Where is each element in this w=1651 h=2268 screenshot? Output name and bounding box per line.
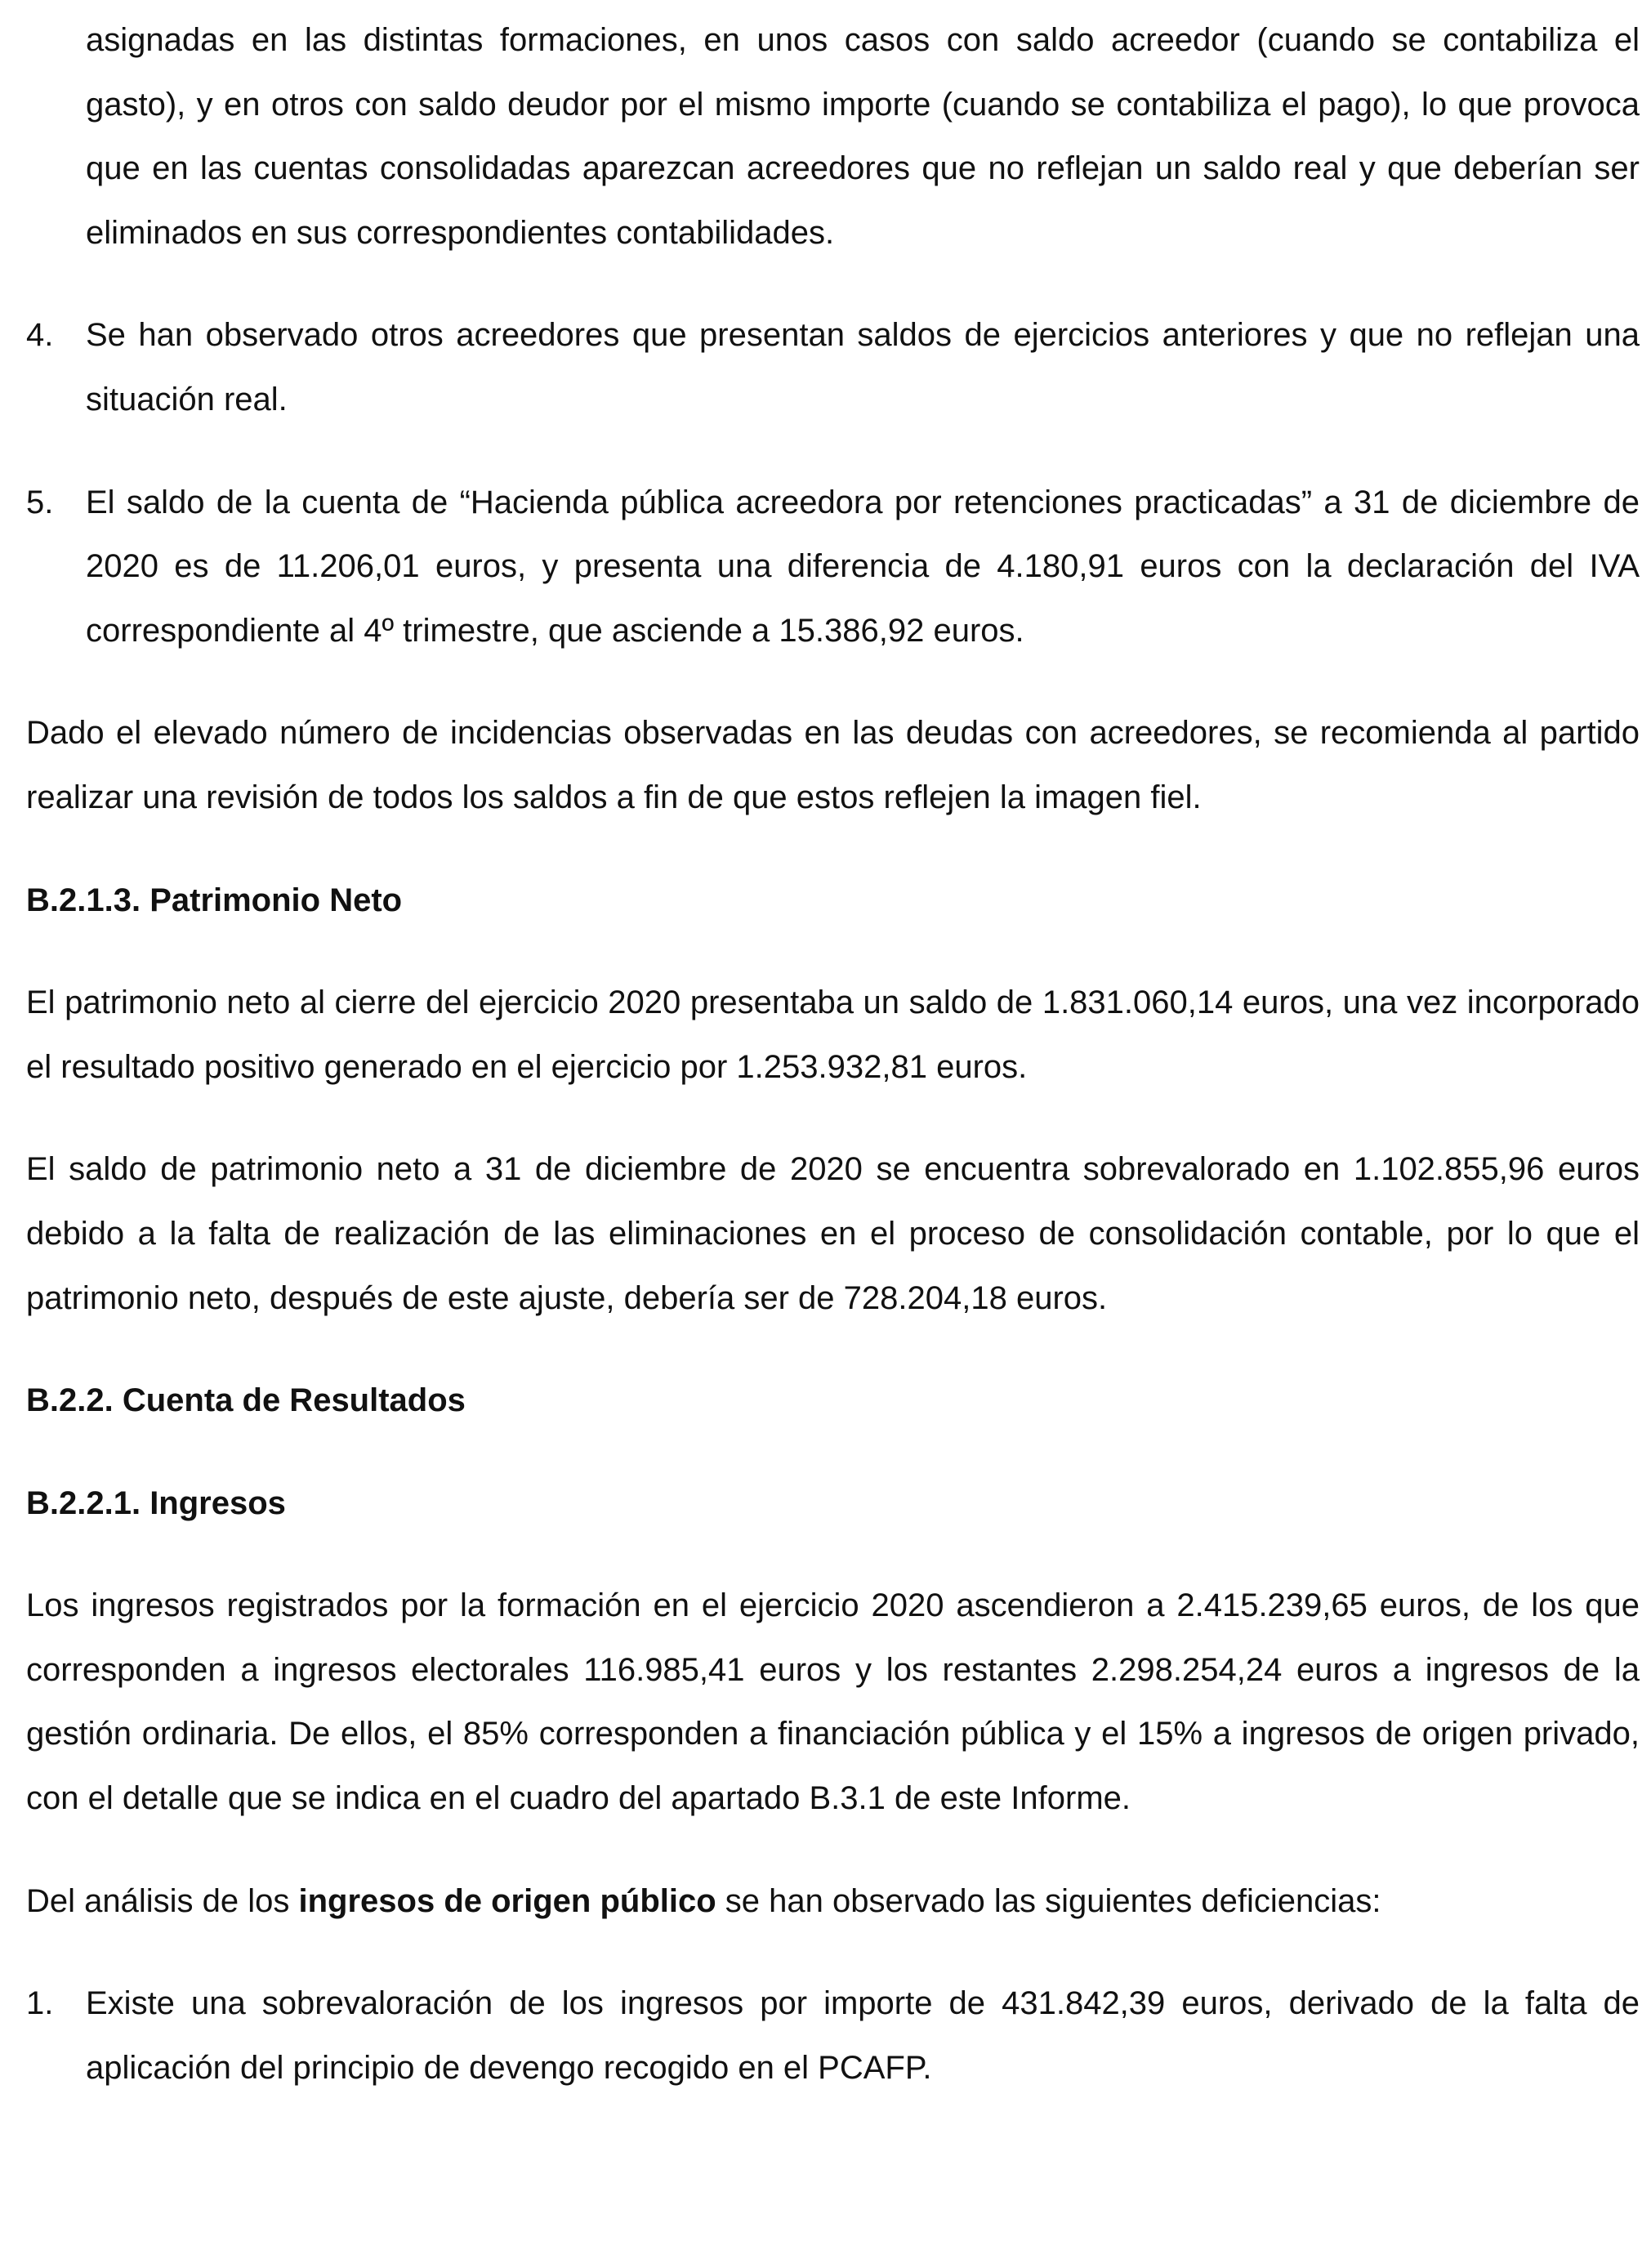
section-heading-cuenta-resultados: B.2.2. Cuenta de Resultados	[26, 1382, 466, 1419]
list-text: Existe una sobrevaloración de los ingresos por importe de 431.842,39 euros, derivado de la falta de aplicación del principio de devengo recogido en el PCAFP.	[86, 1985, 1640, 2086]
analisis-text-after: se han observado las siguientes deficiencias:	[716, 1882, 1381, 1919]
list-item	[26, 1971, 1640, 2100]
analisis-paragraph	[26, 1869, 1640, 1934]
ingresos-paragraph: Los ingresos registrados por la formación en el ejercicio 2020 ascendieron a 2.415.239,65 euros, de los que corresponden a ingresos electorales 116.985,41 euros y los restantes 2.298.254,24 euros a ingresos de la gestión ordinaria. De ellos, el 85% corresponden a financiación pública y el 15% a ingresos de origen privado, con el detalle que se indica en el cuadro del apartado B.3.1 de este Informe.	[26, 1587, 1640, 1817]
list-item	[26, 471, 1640, 663]
patrimonio-paragraph-2: El saldo de patrimonio neto a 31 de diciembre de 2020 se encuentra sobrevalorado en 1.102.855,96 euros debido a la falta de realización de las eliminaciones en el proceso de consolidación contable, por lo que el patrimonio neto, después de este ajuste, debería ser de 728.204,18 euros.	[26, 1151, 1640, 1316]
section-heading-ingresos: B.2.2.1. Ingresos	[26, 1484, 286, 1521]
list-number: 4.	[26, 317, 54, 354]
section-heading-patrimonio: B.2.1.3. Patrimonio Neto	[26, 882, 403, 918]
list-number: 5.	[26, 484, 54, 520]
list-text: Se han observado otros acreedores que presentan saldos de ejercicios anteriores y que no reflejan una situación real.	[86, 317, 1640, 417]
list-text: El saldo de la cuenta de “Hacienda pública acreedora por retenciones practicadas” a 31 de diciembre de 2020 es de 11.206,01 euros, y presenta una diferencia de 4.180,91 euros con la declaración del IVA correspondiente al 4º trimestre, que asciende a 15.386,92 euros.	[86, 484, 1640, 649]
list-number: 1.	[26, 1985, 54, 2022]
analisis-bold-text: ingresos de origen público	[298, 1882, 716, 1919]
recommendation-paragraph: Dado el elevado número de incidencias observadas en las deudas con acreedores, se recomienda al partido realizar una revisión de todos los saldos a fin de que estos reflejen la imagen fiel.	[26, 715, 1640, 815]
analisis-text-before: Del análisis de los	[26, 1882, 299, 1919]
patrimonio-paragraph-1: El patrimonio neto al cierre del ejercicio 2020 presentaba un saldo de 1.831.060,14 euros, una vez incorporado el resultado positivo generado en el ejercicio por 1.253.932,81 euros.	[26, 984, 1640, 1085]
continuation-paragraph: asignadas en las distintas formaciones, en unos casos con saldo acreedor (cuando se contabiliza el gasto), y en otros con saldo deudor por el mismo importe (cuando se contabiliza el pago), lo que provoca que en las cuentas consolidadas aparezcan acreedores que no reflejan un saldo real y que deberían ser eliminados en sus correspondientes contabilidades.	[86, 22, 1640, 251]
list-item	[26, 303, 1640, 431]
